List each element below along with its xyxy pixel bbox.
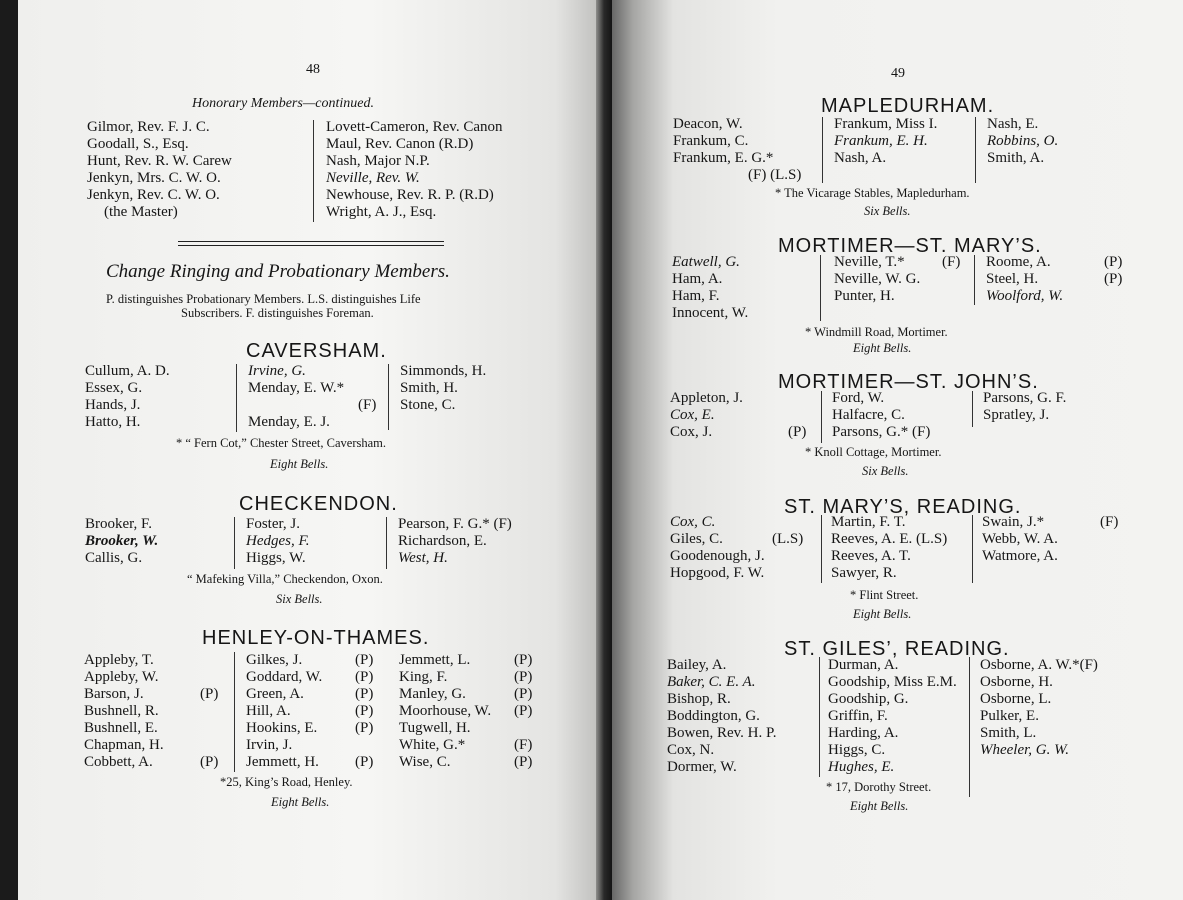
honorary-entry: Goodall, S., Esq. <box>87 136 189 152</box>
heading-mortimer-st-marys: MORTIMER—ST. MARY’S. <box>778 235 1042 257</box>
member-name: Harding, A. <box>828 725 899 741</box>
member-name: Higgs, C. <box>828 742 886 758</box>
member-name: Giles, C. <box>670 531 723 547</box>
member-name: Hands, J. <box>85 397 141 413</box>
member-name: King, F. <box>399 669 448 685</box>
heading-st-giles-reading: ST. GILES’, READING. <box>784 638 1010 660</box>
member-name: Parsons, G. F. <box>983 390 1067 406</box>
honorary-entry: Nash, Major N.P. <box>326 153 430 169</box>
member-name: Martin, F. T. <box>831 514 906 530</box>
member-name: Cox, C. <box>670 514 716 530</box>
page-number-left: 48 <box>306 62 320 77</box>
member-name: Neville, W. G. <box>834 271 921 287</box>
member-name: Bushnell, E. <box>84 720 158 736</box>
bells-count: Eight Bells. <box>853 341 912 355</box>
member-name: Durman, A. <box>828 657 899 673</box>
bells-count: Eight Bells. <box>850 799 909 813</box>
member-mark: (P) <box>200 754 219 770</box>
member-name: Tugwell, H. <box>399 720 471 736</box>
member-name: Hopgood, F. W. <box>670 565 765 581</box>
member-name: Smith, L. <box>980 725 1037 741</box>
member-mark: (P) <box>355 686 374 702</box>
member-name: Wise, C. <box>399 754 451 770</box>
legend-note: P. distinguishes Probationary Members. L.S. distinguishes Life <box>106 292 421 306</box>
tower-address: * Knoll Cottage, Mortimer. <box>805 445 942 459</box>
column-divider <box>974 255 975 305</box>
member-name: Cobbett, A. <box>84 754 153 770</box>
honorary-entry: (the Master) <box>104 204 178 220</box>
member-mark: (F) <box>514 737 533 753</box>
member-name: Reeves, A. T. <box>831 548 911 564</box>
member-name: Jemmett, L. <box>399 652 471 668</box>
member-name: Steel, H. <box>986 271 1039 287</box>
member-name: Osborne, A. W.*(F) <box>980 657 1098 673</box>
column-divider <box>313 120 314 222</box>
running-title: Honorary Members—continued. <box>192 96 374 111</box>
column-divider <box>975 117 976 183</box>
member-name: Pearson, F. G.* (F) <box>398 516 512 532</box>
column-divider <box>972 391 973 427</box>
member-name: Bushnell, R. <box>84 703 159 719</box>
member-name: Goodship, G. <box>828 691 909 707</box>
member-name: Bailey, A. <box>667 657 727 673</box>
member-name: Cox, J. <box>670 424 713 440</box>
member-name: Spratley, J. <box>983 407 1050 423</box>
heading-st-marys-reading: ST. MARY’S, READING. <box>784 496 1022 518</box>
member-name: Nash, A. <box>834 150 887 166</box>
member-name: Innocent, W. <box>672 305 749 321</box>
member-name: Deacon, W. <box>673 116 743 132</box>
member-name: Hedges, F. <box>246 533 310 549</box>
member-mark: (P) <box>355 720 374 736</box>
member-name: Appleby, T. <box>84 652 154 668</box>
member-name: Richardson, E. <box>398 533 487 549</box>
page-number-right: 49 <box>891 66 905 81</box>
member-name: Wheeler, G. W. <box>980 742 1070 758</box>
member-name: Neville, T.* <box>834 254 905 270</box>
member-name: Gilkes, J. <box>246 652 303 668</box>
member-name: Essex, G. <box>85 380 143 396</box>
member-mark: (F) (L.S) <box>748 167 802 183</box>
member-name: Woolford, W. <box>986 288 1064 304</box>
heading-mapledurham: MAPLEDURHAM. <box>821 95 995 117</box>
member-name: Dormer, W. <box>667 759 737 775</box>
member-name: Cox, E. <box>670 407 715 423</box>
member-name: Moorhouse, W. <box>399 703 492 719</box>
honorary-entry: Neville, Rev. W. <box>326 170 420 186</box>
member-mark: (P) <box>788 424 807 440</box>
member-name: Jemmett, H. <box>246 754 319 770</box>
member-mark: (P) <box>355 652 374 668</box>
member-name: Higgs, W. <box>246 550 306 566</box>
member-name: White, G.* <box>399 737 466 753</box>
honorary-entry: Wright, A. J., Esq. <box>326 204 437 220</box>
member-name: Bowen, Rev. H. P. <box>667 725 777 741</box>
member-mark: (P) <box>355 669 374 685</box>
member-name: Smith, A. <box>987 150 1045 166</box>
member-name: Ham, F. <box>672 288 720 304</box>
member-name: Appleby, W. <box>84 669 159 685</box>
member-name: Boddington, G. <box>667 708 760 724</box>
heading-caversham: CAVERSHAM. <box>246 340 387 362</box>
column-divider <box>388 364 389 430</box>
column-divider <box>972 515 973 583</box>
honorary-entry: Gilmor, Rev. F. J. C. <box>87 119 210 135</box>
member-mark: (F) <box>1100 514 1119 530</box>
tower-address: * Flint Street. <box>850 588 919 602</box>
tower-address: * “ Fern Cot,” Chester Street, Caversham. <box>176 436 387 450</box>
honorary-entry: Maul, Rev. Canon (R.D) <box>326 136 474 152</box>
honorary-entry: Jenkyn, Mrs. C. W. O. <box>87 170 221 186</box>
member-name: Appleton, J. <box>670 390 743 406</box>
member-name: Green, A. <box>246 686 304 702</box>
section-title: Change Ringing and Probationary Members. <box>106 261 450 282</box>
legend-note: Subscribers. F. distinguishes Foreman. <box>181 306 374 320</box>
divider-rule <box>178 241 444 242</box>
bells-count: Six Bells. <box>862 464 909 478</box>
member-name: Parsons, G.* (F) <box>832 424 931 440</box>
member-name: Halfacre, C. <box>832 407 905 423</box>
member-name: Hatto, H. <box>85 414 141 430</box>
heading-mortimer-st-johns: MORTIMER—ST. JOHN’S. <box>778 371 1039 393</box>
member-name: Menday, E. J. <box>248 414 330 430</box>
member-name: Hughes, E. <box>828 759 895 775</box>
member-name: Ham, A. <box>672 271 723 287</box>
member-mark: (P) <box>200 686 219 702</box>
member-mark: (P) <box>1104 271 1123 287</box>
member-name: Stone, C. <box>400 397 456 413</box>
member-name: Punter, H. <box>834 288 895 304</box>
honorary-entry: Lovett-Cameron, Rev. Canon <box>326 119 503 135</box>
member-name: Watmore, A. <box>982 548 1058 564</box>
member-name: Griffin, F. <box>828 708 888 724</box>
member-name: Hill, A. <box>246 703 291 719</box>
bells-count: Eight Bells. <box>853 607 912 621</box>
honorary-entry: Hunt, Rev. R. W. Carew <box>87 153 232 169</box>
member-name: Frankum, E. H. <box>834 133 928 149</box>
bells-count: Six Bells. <box>276 592 323 606</box>
member-mark: (P) <box>514 652 533 668</box>
member-name: Reeves, A. E. (L.S) <box>831 531 948 547</box>
tower-address: *25, King’s Road, Henley. <box>220 775 353 789</box>
member-name: Nash, E. <box>987 116 1039 132</box>
member-mark: (P) <box>514 669 533 685</box>
tower-address: * 17, Dorothy Street. <box>826 780 932 794</box>
member-name: Roome, A. <box>986 254 1051 270</box>
member-name: Chapman, H. <box>84 737 164 753</box>
column-divider <box>234 652 235 772</box>
member-name: Ford, W. <box>832 390 885 406</box>
column-divider <box>821 515 822 583</box>
member-mark: (P) <box>355 754 374 770</box>
member-name: Eatwell, G. <box>672 254 740 270</box>
member-name: Menday, E. W.* <box>248 380 345 396</box>
column-divider <box>821 391 822 443</box>
member-name: Goddard, W. <box>246 669 323 685</box>
member-mark: (F) <box>942 254 961 270</box>
member-name: Foster, J. <box>246 516 300 532</box>
member-name: Smith, H. <box>400 380 458 396</box>
member-name: Cullum, A. D. <box>85 363 170 379</box>
member-name: Bishop, R. <box>667 691 731 707</box>
bells-count: Eight Bells. <box>270 457 329 471</box>
member-name: Robbins, O. <box>987 133 1059 149</box>
member-mark: (P) <box>514 754 533 770</box>
divider-rule <box>178 245 444 246</box>
member-mark: (F) <box>358 397 377 413</box>
member-mark: (L.S) <box>772 531 804 547</box>
column-divider <box>969 657 970 797</box>
member-name: Baker, C. E. A. <box>667 674 756 690</box>
column-divider <box>236 364 237 432</box>
member-name: Irvin, J. <box>246 737 293 753</box>
column-divider <box>386 517 387 569</box>
member-name: Frankum, E. G.* <box>673 150 774 166</box>
column-divider <box>820 255 821 321</box>
member-mark: (P) <box>514 703 533 719</box>
tower-address: * Windmill Road, Mortimer. <box>805 325 948 339</box>
member-name: West, H. <box>398 550 448 566</box>
member-name: Brooker, F. <box>85 516 152 532</box>
member-name: Swain, J.* <box>982 514 1045 530</box>
member-name: Manley, G. <box>399 686 466 702</box>
honorary-entry: Newhouse, Rev. R. P. (R.D) <box>326 187 494 203</box>
heading-checkendon: CHECKENDON. <box>239 493 398 515</box>
member-name: Simmonds, H. <box>400 363 487 379</box>
member-mark: (P) <box>1104 254 1123 270</box>
column-divider <box>234 517 235 569</box>
honorary-entry: Jenkyn, Rev. C. W. O. <box>87 187 220 203</box>
member-name: Osborne, L. <box>980 691 1052 707</box>
member-name: Goodenough, J. <box>670 548 765 564</box>
column-divider <box>822 117 823 183</box>
member-name: Frankum, Miss I. <box>834 116 938 132</box>
bells-count: Eight Bells. <box>271 795 330 809</box>
member-name: Pulker, E. <box>980 708 1039 724</box>
member-name: Sawyer, R. <box>831 565 897 581</box>
member-name: Callis, G. <box>85 550 143 566</box>
book-gutter <box>596 0 612 900</box>
member-name: Webb, W. A. <box>982 531 1058 547</box>
member-name: Brooker, W. <box>85 533 159 549</box>
member-name: Osborne, H. <box>980 674 1053 690</box>
member-name: Barson, J. <box>84 686 144 702</box>
member-name: Frankum, C. <box>673 133 749 149</box>
tower-address: * The Vicarage Stables, Mapledurham. <box>775 186 970 200</box>
heading-henley: HENLEY-ON-THAMES. <box>202 627 430 649</box>
member-name: Cox, N. <box>667 742 715 758</box>
member-name: Hookins, E. <box>246 720 318 736</box>
tower-address: “ Mafeking Villa,” Checkendon, Oxon. <box>187 572 383 586</box>
member-name: Irvine, G. <box>248 363 306 379</box>
member-mark: (P) <box>355 703 374 719</box>
member-name: Goodship, Miss E.M. <box>828 674 957 690</box>
member-mark: (P) <box>514 686 533 702</box>
column-divider <box>819 657 820 777</box>
bells-count: Six Bells. <box>864 204 911 218</box>
